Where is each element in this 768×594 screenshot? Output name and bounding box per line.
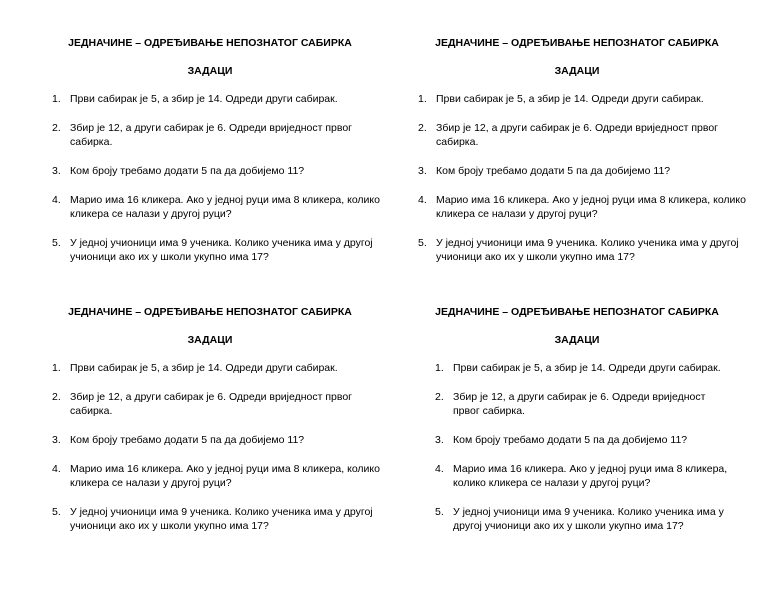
task-item [435,462,733,490]
task-number: 5. [418,237,427,249]
task-item [435,505,733,533]
task-item [52,390,380,418]
task-item [52,92,380,106]
task-item [435,390,733,418]
task-list [407,92,747,264]
task-number: 1. [435,362,444,374]
task-text: У једној учионици има 9 ученика. Колико ученика има у другој учионици ако их у школи укупно има 17? [436,237,739,263]
worksheet-bottom-right [407,305,747,548]
task-text: Ком броју требамо додати 5 па да добијемо 11? [70,434,305,446]
task-item [52,193,380,221]
worksheet-title: ЈЕДНАЧИНЕ – ОДРЕЂИВАЊЕ НЕПОЗНАТОГ САБИРКА [68,37,352,49]
task-number: 1. [52,93,61,105]
task-item [418,121,747,149]
task-number: 3. [435,434,444,446]
worksheet-title: ЈЕДНАЧИНЕ – ОДРЕЂИВАЊЕ НЕПОЗНАТОГ САБИРКА [435,37,719,49]
task-text: Марио има 16 кликера. Ако у једној руци има 8 кликера, колико кликера се налази у другој руци? [453,463,728,489]
task-number: 3. [418,165,427,177]
task-number: 2. [52,122,61,134]
task-text: Ком броју требамо додати 5 па да добијемо 11? [453,434,688,446]
worksheet-top-right [407,36,747,279]
task-number: 5. [52,506,61,518]
worksheet-subtitle: ЗАДАЦИ [554,334,600,346]
task-text: Марио има 16 кликера. Ако у једној руци има 8 кликера, колико кликера се налази у другој руци? [70,194,380,220]
task-text: Први сабирак је 5, а збир је 14. Одреди други сабирак. [70,93,338,105]
task-text: Први сабирак је 5, а збир је 14. Одреди други сабирак. [70,362,338,374]
task-item [52,121,380,149]
task-text: У једној учионици има 9 ученика. Колико ученика има у другој учионици ако их у школи укупно има 17? [70,237,373,263]
task-item [418,164,747,178]
task-item [52,462,380,490]
task-text: Збир је 12, а други сабирак је 6. Одреди вриједност првог сабирка. [453,391,706,417]
worksheet-title: ЈЕДНАЧИНЕ – ОДРЕЂИВАЊЕ НЕПОЗНАТОГ САБИРКА [435,306,719,318]
task-item [418,193,747,221]
task-item [52,433,380,447]
task-number: 4. [418,194,427,206]
task-item [52,164,380,178]
task-item [418,92,747,106]
task-number: 2. [435,391,444,403]
task-list [40,361,380,533]
task-number: 2. [418,122,427,134]
task-number: 3. [52,434,61,446]
worksheet-title: ЈЕДНАЧИНЕ – ОДРЕЂИВАЊЕ НЕПОЗНАТОГ САБИРКА [68,306,352,318]
worksheet-top-left [40,36,380,279]
task-number: 2. [52,391,61,403]
task-list [40,92,380,264]
task-text: У једној учионици има 9 ученика. Колико ученика има у другој учионици ако их у школи укупно има 17? [70,506,373,532]
worksheet-subtitle: ЗАДАЦИ [187,65,233,77]
task-item [435,433,733,447]
task-text: Збир је 12, а други сабирак је 6. Одреди вриједност првог сабирка. [436,122,719,148]
task-text: Марио има 16 кликера. Ако у једној руци има 8 кликера, колико кликера се налази у другој руци? [436,194,746,220]
task-number: 5. [52,237,61,249]
task-item [52,361,380,375]
task-number: 1. [52,362,61,374]
task-item [435,361,733,375]
task-text: Збир је 12, а други сабирак је 6. Одреди вриједност првог сабирка. [70,122,353,148]
task-text: У једној учионици има 9 ученика. Колико ученика има у другој учионици ако их у школи укупно има 17? [453,506,724,532]
task-list [407,361,733,533]
task-item [52,505,380,533]
worksheet-subtitle: ЗАДАЦИ [554,65,600,77]
task-text: Ком броју требамо додати 5 па да добијемо 11? [436,165,671,177]
worksheet-bottom-left [40,305,380,548]
task-text: Први сабирак је 5, а збир је 14. Одреди други сабирак. [453,362,721,374]
task-text: Ком броју требамо додати 5 па да добијемо 11? [70,165,305,177]
task-text: Марио има 16 кликера. Ако у једној руци има 8 кликера, колико кликера се налази у другој руци? [70,463,380,489]
task-number: 5. [435,506,444,518]
task-number: 4. [52,463,61,475]
task-item [52,236,380,264]
task-text: Први сабирак је 5, а збир је 14. Одреди други сабирак. [436,93,704,105]
task-text: Збир је 12, а други сабирак је 6. Одреди вриједност првог сабирка. [70,391,353,417]
task-number: 4. [52,194,61,206]
task-number: 4. [435,463,444,475]
worksheet-subtitle: ЗАДАЦИ [187,334,233,346]
task-number: 1. [418,93,427,105]
task-number: 3. [52,165,61,177]
task-item [418,236,747,264]
